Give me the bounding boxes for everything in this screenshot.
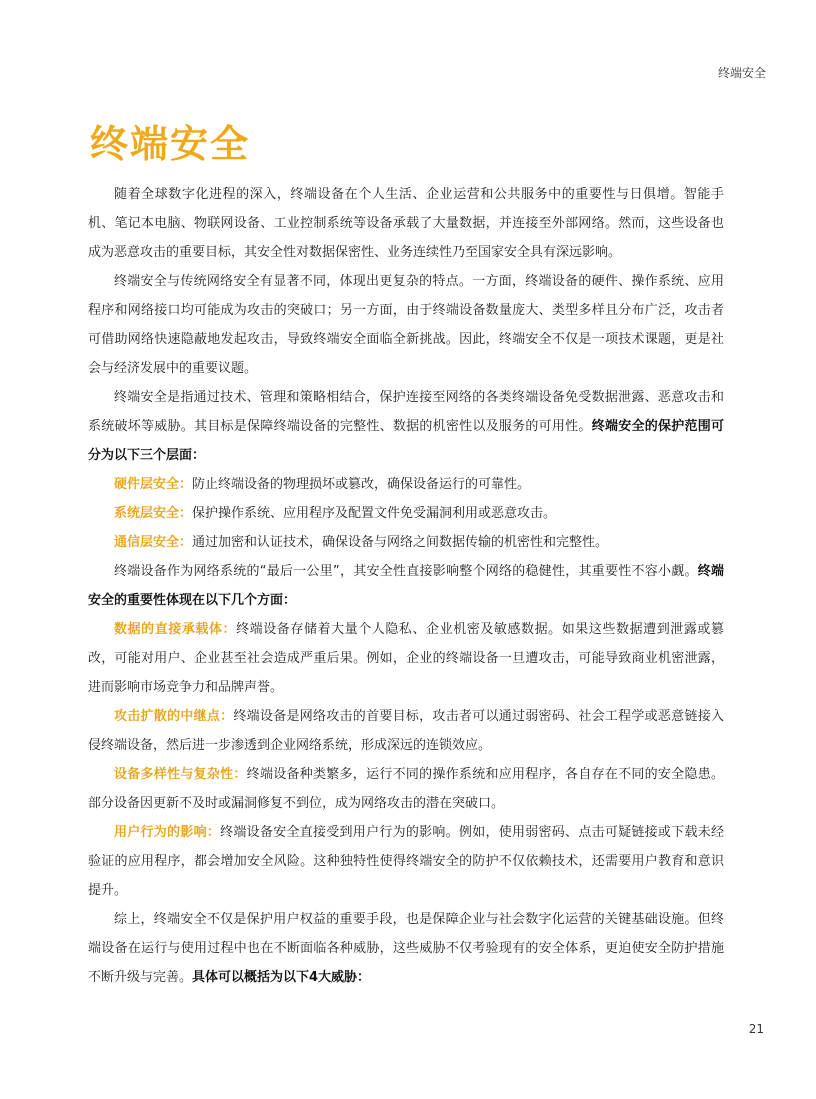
list-item-text: 终端设备种类繁多，运行不同的操作系统和应用程序，各自存在不同的安全隐患。部分设备因更新不及时或漏洞修复不到位，成为网络攻击的潜在突破口。 — [88, 767, 724, 811]
definition-paragraph — [88, 383, 724, 470]
body-content — [88, 180, 724, 992]
list-item-text: 终端设备存储着大量个人隐私、企业机密及敏感数据。如果这些数据遭到泄露或篡改，可能对用户、企业甚至社会造成严重后果。例如，企业的终端设备一旦遭攻击，可能导致商业机密泄露，进而影响市场竞争力和品牌声誉。 — [88, 622, 724, 695]
list-item-text: 终端设备安全直接受到用户行为的影响。例如，使用弱密码、点击可疑链接或下载未经验证的应用程序，都会增加安全风险。这种独特性使得终端安全的防护不仅依赖技术，还需要用户教育和意识提升。 — [88, 825, 724, 898]
list-item-label: 系统层安全： — [114, 506, 193, 521]
summary-bold-text: 具体可以概括为以下4大威胁： — [192, 970, 371, 985]
list-item-communication-layer — [88, 528, 724, 557]
summary-text: 综上，终端安全不仅是保护用户权益的重要手段，也是保障企业与社会数字化运营的关键基础设施。但终端设备在运行与使用过程中也在不断面临各种威胁，这些威胁不仅考验现有的安全体系，更迫使安全防护措施不断升级与完善。 — [88, 912, 724, 985]
list-item-data-carrier — [88, 615, 724, 702]
list-item-user-behavior — [88, 818, 724, 905]
list-item-device-diversity — [88, 760, 724, 818]
running-header: 终端安全 — [717, 66, 766, 80]
list-item-hardware-layer — [88, 470, 724, 499]
importance-text: 终端设备作为网络系统的“最后一公里”，其安全性直接影响整个网络的稳健性，其重要性不容小觑。 — [114, 564, 698, 579]
list-item-system-layer — [88, 499, 724, 528]
list-item-text: 防止终端设备的物理损坏或篡改，确保设备运行的可靠性。 — [192, 477, 531, 492]
importance-paragraph — [88, 557, 724, 615]
list-item-label: 攻击扩散的中继点： — [114, 709, 234, 724]
list-item-label: 用户行为的影响： — [114, 825, 221, 840]
list-item-label: 数据的直接承载体： — [114, 622, 237, 637]
characteristics-paragraph: 终端安全与传统网络安全有显著不同，体现出更复杂的特点。一方面，终端设备的硬件、操作系统、应用程序和网络接口均可能成为攻击的突破口；另一方面，由于终端设备数量庞大、类型多样且分布广泛，攻击者可借助网络快速隐蔽地发起攻击，导致终端安全面临全新挑战。因此，终端安全不仅是一项技术课题，更是社会与经济发展中的重要议题。 — [88, 274, 724, 376]
summary-paragraph — [88, 905, 724, 992]
list-item-label: 硬件层安全： — [114, 477, 193, 492]
list-item-attack-relay — [88, 702, 724, 760]
page-title: 终端安全 — [90, 122, 251, 166]
intro-paragraph: 随着全球数字化进程的深入，终端设备在个人生活、企业运营和公共服务中的重要性与日俱增。智能手机、笔记本电脑、物联网设备、工业控制系统等设备承载了大量数据，并连接至外部网络。然而，这些设备也成为恶意攻击的重要目标，其安全性对数据保密性、业务连续性乃至国家安全具有深远影响。 — [88, 187, 724, 260]
list-item-label: 设备多样性与复杂性： — [114, 767, 247, 782]
list-item-text: 终端设备是网络攻击的首要目标，攻击者可以通过弱密码、社会工程学或恶意链接入侵终端设备，然后进一步渗透到企业网络系统，形成深远的连锁效应。 — [88, 709, 724, 753]
page-number: 21 — [748, 1022, 764, 1036]
list-item-text: 通过加密和认证技术，确保设备与网络之间数据传输的机密性和完整性。 — [192, 535, 609, 550]
definition-text: 终端安全是指通过技术、管理和策略相结合，保护连接至网络的各类终端设备免受数据泄露、恶意攻击和系统破坏等威胁。其目标是保障终端设备的完整性、数据的机密性以及服务的可用性。 — [88, 390, 724, 434]
list-item-label: 通信层安全： — [114, 535, 193, 550]
list-item-text: 保护操作系统、应用程序及配置文件免受漏洞利用或恶意攻击。 — [192, 506, 557, 521]
importance-bold-text: 终端安全的重要性体现在以下几个方面： — [88, 564, 724, 608]
definition-bold-text: 终端安全的保护范围可分为以下三个层面： — [88, 419, 724, 463]
